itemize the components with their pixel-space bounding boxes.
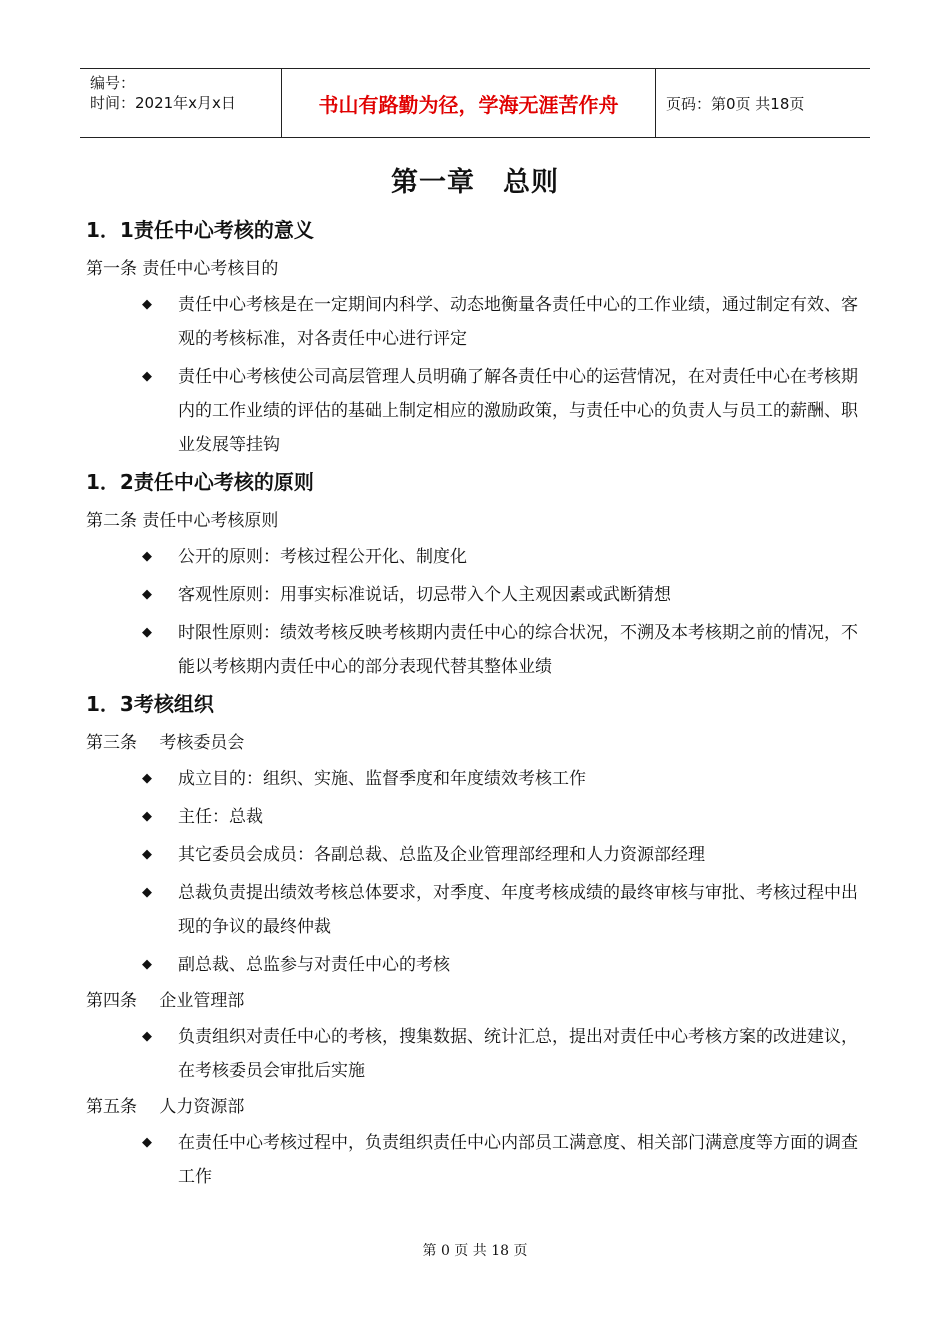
diamond-bullet-icon: ◆ — [142, 549, 152, 564]
bullet-item — [86, 1126, 870, 1194]
bullet-item — [86, 540, 870, 574]
bullet-list — [86, 1126, 870, 1194]
diamond-bullet-icon: ◆ — [142, 625, 152, 640]
bullet-text: 时限性原则：绩效考核反映考核期内责任中心的综合状况，不溯及本考核期之前的情况，不能以考核期内责任中心的部分表现代替其整体业绩 — [178, 623, 858, 677]
section-heading: 1．1责任中心考核的意义 — [86, 218, 314, 242]
diamond-bullet-icon: ◆ — [142, 885, 152, 900]
header-page-info: 页码：第0页 共18页 — [666, 94, 805, 113]
document-body — [86, 210, 870, 1198]
diamond-bullet-icon: ◆ — [142, 809, 152, 824]
bullet-item — [86, 360, 870, 462]
bullet-text: 主任：总裁 — [178, 807, 263, 827]
bullet-list — [86, 762, 870, 982]
article-label: 第三条 考核委员会 — [86, 733, 245, 753]
diamond-bullet-icon: ◆ — [142, 1135, 152, 1150]
bullet-item — [86, 578, 870, 612]
bullet-list — [86, 1020, 870, 1088]
article-label: 第五条 人力资源部 — [86, 1097, 245, 1117]
diamond-bullet-icon: ◆ — [142, 587, 152, 602]
bullet-item — [86, 288, 870, 356]
diamond-bullet-icon: ◆ — [142, 847, 152, 862]
diamond-bullet-icon: ◆ — [142, 957, 152, 972]
section-heading: 1．2责任中心考核的原则 — [86, 470, 314, 494]
header-motto: 书山有路勤为径，学海无涯苦作舟 — [282, 69, 656, 137]
bullet-list — [86, 288, 870, 462]
bullet-text: 其它委员会成员：各副总裁、总监及企业管理部经理和人力资源部经理 — [178, 845, 705, 865]
section-heading: 1．3考核组织 — [86, 692, 214, 716]
bullet-text: 负责组织对责任中心的考核，搜集数据、统计汇总，提出对责任中心考核方案的改进建议，在考核委员会审批后实施 — [178, 1027, 858, 1081]
diamond-bullet-icon: ◆ — [142, 297, 152, 312]
page-footer: 第 0 页 共 18 页 — [422, 1243, 528, 1259]
chapter-title: 第一章 总则 — [391, 167, 559, 198]
bullet-text: 副总裁、总监参与对责任中心的考核 — [178, 955, 450, 975]
bullet-text: 公开的原则：考核过程公开化、制度化 — [178, 547, 467, 567]
bullet-item — [86, 1020, 870, 1088]
time-label: 时间：2021年x月x日 — [90, 94, 236, 112]
number-label: 编号： — [90, 74, 136, 92]
bullet-item — [86, 876, 870, 944]
article-label: 第四条 企业管理部 — [86, 991, 245, 1011]
article-label: 第一条 责任中心考核目的 — [86, 259, 279, 279]
bullet-text: 责任中心考核是在一定期间内科学、动态地衡量各责任中心的工作业绩，通过制定有效、客观的考核标准，对各责任中心进行评定 — [178, 295, 858, 349]
bullet-text: 成立目的：组织、实施、监督季度和年度绩效考核工作 — [178, 769, 586, 789]
bullet-text: 责任中心考核使公司高层管理人员明确了解各责任中心的运营情况，在对责任中心在考核期内的工作业绩的评估的基础上制定相应的激励政策，与责任中心的负责人与员工的薪酬、职业发展等挂钩 — [178, 367, 858, 455]
bullet-item — [86, 800, 870, 834]
bullet-list — [86, 540, 870, 684]
article-label: 第二条 责任中心考核原则 — [86, 511, 279, 531]
document-header — [80, 68, 870, 138]
diamond-bullet-icon: ◆ — [142, 771, 152, 786]
diamond-bullet-icon: ◆ — [142, 369, 152, 384]
bullet-item — [86, 838, 870, 872]
diamond-bullet-icon: ◆ — [142, 1029, 152, 1044]
bullet-item — [86, 948, 870, 982]
bullet-item — [86, 616, 870, 684]
bullet-text: 总裁负责提出绩效考核总体要求，对季度、年度考核成绩的最终审核与审批、考核过程中出现的争议的最终仲裁 — [178, 883, 858, 937]
bullet-item — [86, 762, 870, 796]
bullet-text: 客观性原则：用事实标准说话，切忌带入个人主观因素或武断猜想 — [178, 585, 671, 605]
bullet-text: 在责任中心考核过程中，负责组织责任中心内部员工满意度、相关部门满意度等方面的调查工作 — [178, 1133, 858, 1187]
header-meta — [80, 69, 282, 137]
